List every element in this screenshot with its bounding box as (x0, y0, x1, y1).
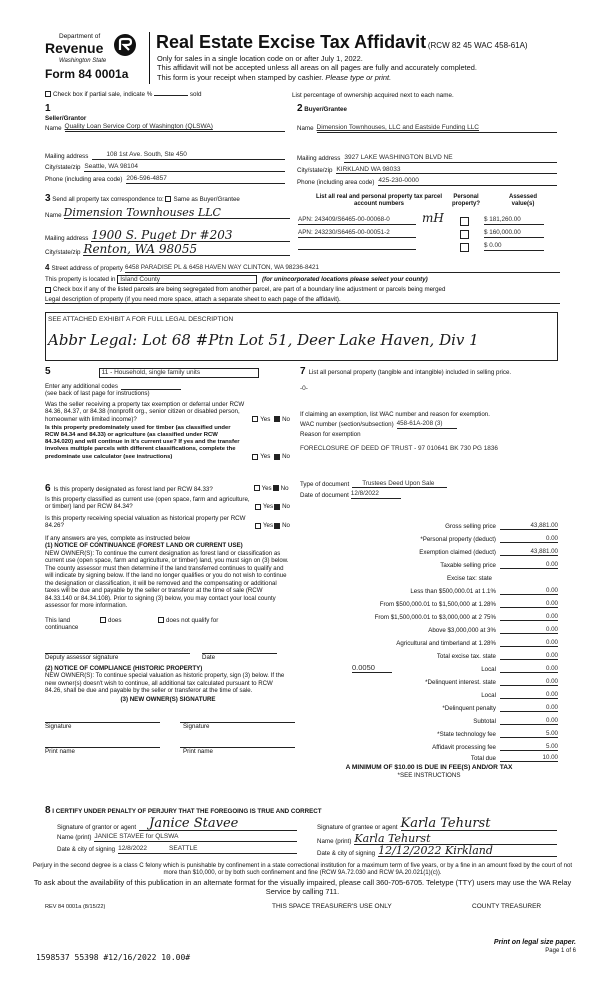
sig-label-1: Signature (45, 723, 72, 731)
doc-type-field[interactable]: Trustees Deed Upon Sale (352, 480, 447, 489)
tax-label: Total excise tax. state (436, 652, 496, 660)
partial-percent-field[interactable] (154, 95, 188, 96)
grantor-date-field[interactable] (118, 845, 297, 854)
partial-sale-checkbox[interactable] (45, 91, 51, 97)
grantee-date-field[interactable]: 12/12/2022 Kirkland (378, 845, 557, 857)
tax-label: Total due (470, 754, 496, 762)
sig-label-2: Signature (183, 723, 210, 731)
parcel-row (298, 227, 558, 240)
continuance-label: continuance (45, 623, 79, 631)
s6-q1-no-label: No (280, 485, 289, 492)
tax-row (300, 712, 558, 725)
buyer-city-field[interactable]: KIRKLAND WA 98033 (336, 166, 557, 175)
s6-q1-no[interactable] (273, 485, 279, 491)
s5-q1-yes[interactable] (252, 416, 258, 422)
grantor-name-field[interactable]: JANICE STAVEE for QLSWA (94, 833, 297, 842)
partial-sale-label: Check box if partial sale, indicate % (53, 91, 153, 98)
personal-property-field[interactable]: -0- (300, 385, 308, 392)
tax-row (300, 569, 558, 582)
grantee-name-field[interactable]: Karla Tehurst (354, 833, 557, 845)
corr-section-number: 3 (45, 193, 51, 204)
tax-row (300, 673, 558, 686)
tax-label: Gross selling price (445, 522, 496, 530)
s6-q2: Is this property classified as current use (open space, farm and agriculture, or timber) land per RCW 84.34? (45, 496, 250, 511)
s6-q2-no-label: No (282, 503, 291, 511)
note-1: Only for sales in a single location code on or after July 1, 2022. (157, 54, 363, 63)
parcel-row (298, 211, 558, 227)
county-treasurer-label: COUNTY TREASURER (472, 903, 542, 910)
title-text: Real Estate Excise Tax Affidavit (156, 32, 427, 52)
tax-label: Subtotal (473, 717, 496, 725)
s6-answer-note: If any answers are yes, complete as instructed below (45, 534, 191, 542)
partial-sale-row (45, 91, 201, 99)
county-select[interactable]: Island County (117, 275, 257, 285)
tax-value[interactable]: 0.00 (500, 691, 558, 699)
same-as-buyer-checkbox[interactable] (165, 196, 171, 202)
section5-block (45, 366, 290, 461)
parcels-header-apn: List all real and personal property tax parcel account numbers (315, 194, 443, 208)
s5-q2-yes[interactable] (252, 454, 258, 460)
s6-h3: (3) NEW OWNER(S) SIGNATURE (120, 695, 216, 703)
form-title (156, 32, 528, 54)
seller-heading: Seller/Grantor (45, 115, 87, 122)
tax-label: Excise tax: state (446, 574, 492, 582)
buyer-city-label: City/state/zip (297, 166, 333, 174)
seller-phone-label: Phone (including area code) (45, 176, 123, 184)
tax-label: *State technology fee (437, 730, 496, 738)
doc-date-label: Date of document (300, 491, 349, 499)
tax-label: Exemption claimed (deduct) (419, 548, 496, 556)
does-label: does (108, 616, 122, 624)
buyer-section-number: 2 (297, 103, 303, 114)
s6-q2-no[interactable] (274, 504, 280, 510)
s8-number: 8 (45, 805, 51, 816)
tax-row (300, 543, 558, 556)
dor-logo-block (45, 33, 145, 83)
grantor-date-label: Date & city of signing (57, 846, 116, 854)
parcels-header-personal: Personal property? (451, 194, 480, 208)
tax-row (300, 608, 558, 621)
buyer-name-label: Name (297, 125, 314, 133)
tax-row (300, 660, 558, 673)
buyer-name-field[interactable]: Dimension Townhouses, LLC and Eastside Funding LLC (317, 124, 557, 133)
exemption-label: If claiming an exemption, list WAC number and reason for exemption. (300, 410, 490, 418)
s6-q3-no[interactable] (274, 523, 280, 529)
grantee-name-label: Name (print) (317, 837, 352, 845)
perjury-note: Perjury in the second degree is a class C felony which is punishable by confinement in a state correctional institution for a maximum term of five years, or by a fine in an amount fixed by the court of not more than $10,000, or by both such confinement and fine (RCW 9A.72.030 and RCW 9A.20.021(1)(c)). (32, 862, 573, 876)
new-owner-signature-2[interactable] (180, 715, 295, 723)
grantee-sig-label: Signature of grantee or agent (317, 823, 398, 831)
s5-q2-no-label: No (282, 453, 290, 461)
tax-label: From $1,500,000.01 to $3,000,000 at 2 75% (374, 613, 496, 621)
parcels-table (298, 194, 558, 253)
new-owner-print-2[interactable] (180, 740, 295, 748)
corr-city-field[interactable]: Renton, WA 98055 (83, 243, 290, 256)
corr-mail-field[interactable]: 1900 S. Puget Dr #203 (91, 229, 290, 242)
s5-q1-no[interactable] (274, 416, 280, 422)
seller-name-label: Name (45, 124, 62, 132)
use-code-select[interactable]: 11 - Household, single family units (99, 368, 259, 378)
s5-q1-yes-label: Yes (260, 415, 271, 423)
tax-label: Local (481, 665, 496, 673)
tax-value[interactable]: 43,881.00 (500, 548, 558, 556)
s6-q3-no-label: No (282, 522, 291, 530)
s5-q2-yes-label: Yes (260, 453, 271, 461)
property-addr-label: Street address of property (51, 265, 123, 273)
tax-value[interactable]: 0.00 (500, 665, 558, 673)
corr-name-label: Name (45, 211, 62, 219)
parcel-personal-checkbox[interactable] (460, 217, 469, 226)
tax-row (300, 686, 558, 699)
buyer-phone-label: Phone (including area code) (297, 178, 375, 186)
tax-label: *Personal property (deduct) (420, 535, 496, 543)
seller-city-label: City/state/zip (45, 164, 81, 172)
tax-label: Agricultural and timberland at 1.28% (396, 639, 496, 647)
tax-value[interactable]: 10.00 (500, 754, 558, 762)
tax-row (300, 634, 558, 647)
legal-handwritten: Abbr Legal: Lot 68 #Ptn Lot 51, Deer Lake Haven, Div 1 (48, 331, 479, 349)
additional-codes-label: Enter any additional codes (45, 383, 118, 390)
property-addr-field[interactable]: 6458 PARADISE PL & 6458 HAVEN WAY CLINTON, WA 98236-8421 (125, 264, 560, 273)
grantee-date-label: Date & city of signing (317, 849, 376, 857)
s6-h2: (2) NOTICE OF COMPLIANCE (HISTORIC PROPERTY) (45, 664, 203, 672)
local-rate-field[interactable]: 0.0050 (352, 663, 392, 673)
print-label-1: Print name (45, 747, 75, 755)
s6-q3: Is this property receiving special valuation as historical property per RCW 84.26? (45, 514, 246, 530)
s7-number: 7 (300, 366, 306, 377)
s5-q2: Is this property predominately used for timber (as classified under RCW 84.34 and 84.33) or agriculture (as classified under RCW 84.34.020) and will continue in it's current use? If yes and the transfer involves multiple parcels with different classifications, complete the predominate use calculator (see instructions) (45, 425, 240, 460)
same-as-buyer-label: Same as Buyer/Grantee (173, 196, 240, 203)
section8-block (45, 805, 560, 857)
tax-value[interactable]: 0.00 (500, 704, 558, 712)
parcel-row (298, 240, 558, 253)
s5-q1-no-label: No (282, 415, 290, 423)
buyer-heading: Buyer/Grantee (304, 106, 347, 113)
ownership-note: List percentage of ownership acquired next to each name. (292, 92, 454, 99)
header-notes (157, 54, 477, 82)
s5-number: 5 (45, 366, 51, 377)
print-legal-note: Print on legal size paper. (493, 939, 576, 946)
header-divider (149, 32, 150, 84)
tax-label: Affidavit processing fee (432, 743, 496, 751)
buyer-phone-field[interactable]: 425-230-0000 (378, 177, 557, 186)
alt-format-note: To ask about the availability of this publication in an alternate format for the visually impaired, please call 360-705-6705. Teletype (TTY) users may use the WA Relay Service by calling 711. (33, 878, 572, 896)
correspondence-block (45, 193, 290, 256)
segregate-checkbox[interactable] (45, 287, 51, 293)
county-label: This property is located in (45, 275, 116, 283)
tax-value[interactable]: 0.00 (500, 639, 558, 647)
wac-field[interactable]: 458-61A-208 (3) (397, 420, 457, 429)
parcel-apn[interactable]: APN: 243230/S6465-00-00051-2 (298, 229, 416, 238)
dept-line3: Washington State (59, 58, 107, 64)
property-section-number: 4 (45, 263, 50, 272)
note-3-text: This form is your receipt when stamped by cashier. (157, 72, 324, 82)
seller-block (45, 103, 285, 184)
treasurer-space-label: THIS SPACE TREASURER'S USE ONLY (272, 903, 392, 910)
revenue-logo-icon (113, 33, 137, 57)
legal-description-box[interactable] (45, 312, 558, 361)
parcel-personal-checkbox[interactable] (460, 230, 469, 239)
section6-block (45, 483, 295, 755)
title-ref: (RCW 82 45 WAC 458-61A) (427, 41, 528, 50)
corr-mail-label: Mailing address (45, 234, 89, 242)
corr-city-label: City/state/zip (45, 248, 81, 256)
tax-row (300, 751, 558, 762)
buyer-mail-label: Mailing address (297, 155, 341, 163)
parcel-apn[interactable]: APN: 243409/S6465-00-00068-0 (298, 216, 416, 225)
deputy-signature-label: Deputy assessor signature (45, 654, 119, 662)
section7-block (300, 366, 558, 499)
new-owner-print-1[interactable] (45, 740, 160, 748)
grantor-signature[interactable]: Janice Stavee (139, 817, 297, 831)
s6-q3-yes[interactable] (255, 523, 261, 529)
tax-value[interactable]: 0.00 (500, 535, 558, 543)
s6-q2-yes[interactable] (255, 504, 261, 510)
s5-q1: Was the seller receiving a property tax exemption or deferral under RCW 84.36, 84.37, or 84.38 (nonprofit org., senior citizen or disabled person, homeowner with limited income)? (45, 400, 245, 423)
additional-codes-note: (see back of last page for instructions) (45, 390, 150, 398)
tax-value[interactable]: 5.00 (500, 730, 558, 738)
s5-q2-no[interactable] (274, 454, 280, 460)
tax-row (300, 738, 558, 751)
tax-value[interactable]: 5.00 (500, 743, 558, 751)
seller-section-number: 1 (45, 103, 51, 114)
seller-city-field[interactable]: Seattle, WA 98104 (84, 163, 285, 172)
tax-label: *Delinquent interest. state (425, 678, 496, 686)
personal-property-label: List all personal property (tangible and intangible) included in selling price. (308, 369, 512, 376)
tax-row (300, 530, 558, 543)
tax-table (300, 517, 558, 779)
does-not-label: does not qualify for (166, 616, 219, 624)
recording-stamp: 1598537 55398 #12/16/2022 10.00# (36, 953, 191, 962)
s6-q2-yes-label: Yes (263, 503, 274, 511)
tax-row (300, 699, 558, 712)
tax-label: Taxable selling price (440, 561, 496, 569)
dept-line1: Department of (59, 33, 101, 40)
doc-date-field[interactable]: 12/8/2022 (351, 490, 401, 499)
s6-q3-yes-label: Yes (263, 522, 274, 530)
buyer-block (297, 103, 557, 186)
tax-label: Above $3,000,000 at 3% (428, 626, 496, 634)
segregate-label: Check box if any of the listed parcels are being segregated from another parcel, are part of a boundary line adjustment or parcels being merged (53, 286, 446, 294)
tax-row (300, 647, 558, 660)
doc-type-label: Type of document (300, 481, 350, 489)
reason-label: Reason for exemption (300, 430, 361, 438)
buyer-mail-field[interactable]: 3927 LAKE WASHINGTON BLVD NE (344, 154, 557, 163)
tax-label: Local (481, 691, 496, 699)
corr-heading: Send all property tax correspondence to: (52, 196, 164, 203)
s6-q1-yes[interactable] (254, 485, 260, 491)
tax-label: Less than $500,000.01 at 1.1% (410, 587, 496, 595)
certify-text: I CERTIFY UNDER PENALTY OF PERJURY THAT THE FOREGOING IS TRUE AND CORRECT (52, 808, 322, 815)
tax-row (300, 595, 558, 608)
s6-h1: (1) NOTICE OF CONTINUANCE (FOREST LAND OR CURRENT USE) (45, 542, 243, 550)
partial-sold-label: sold (189, 91, 202, 98)
s6-p1: NEW OWNER(S): To continue the current designation as forest land or classification as current use (open space, farm and agriculture, or timber) land, you must sign on (3) below. The county assessor must then determine if the land transferred continues to qualify and will indicate by signing below. If the land no longer qualifies or you do not wish to continue the designation or classification, it will be removed and the compensating or additional taxes will be due and payable by the seller or transferor at the time of sale (RCW 84.33.140 or 84.34.108). Prior to signing (3) below, you may contact your local county assessor for more information. (45, 549, 289, 610)
deputy-signature-field[interactable] (45, 646, 190, 654)
see-instructions: *SEE INSTRUCTIONS (397, 771, 461, 779)
page-number: Page 1 of 6 (545, 948, 576, 954)
legal-typed: SEE ATTACHED EXHIBIT A FOR FULL LEGAL DESCRIPTION (48, 316, 234, 323)
s6-number: 6 (45, 483, 51, 494)
tax-row (300, 517, 558, 530)
s6-q1-yes-label: Yes (261, 485, 272, 492)
does-checkbox[interactable] (100, 617, 106, 623)
parcel-value[interactable]: $ 181,260.00 (484, 216, 544, 225)
dept-line2: Revenue (45, 40, 104, 56)
land-label: This land (45, 616, 71, 624)
note-2: This affidavit will not be accepted unless all areas on all pages are fully and accurately completed. (157, 63, 477, 73)
tax-row (300, 725, 558, 738)
tax-value[interactable]: 0.00 (500, 561, 558, 569)
note-3-em: Please type or print. (325, 72, 392, 82)
seller-mail-field[interactable]: 108 1st Ave. South, Ste 450 (92, 151, 285, 160)
mobile-home-mark: mH (422, 211, 444, 225)
print-label-2: Print name (183, 747, 213, 755)
corr-name-field[interactable]: Dimension Townhouses LLC (64, 207, 290, 219)
seller-mail-label: Mailing address (45, 152, 89, 160)
note-3 (157, 73, 477, 82)
s6-p2: NEW OWNER(S): To continue special valuation as historic property, sign (3) below. If the new owner(s) doesn't wish to continue, all additional tax calculated pursuant to RCW 84.26, shall be due and payable by the seller or transferor at the time of sale. (45, 672, 285, 695)
minimum-fee-note: A MINIMUM OF $10.00 IS DUE IN FEE(S) AND/OR TAX (345, 764, 513, 771)
tax-value[interactable]: 0.00 (500, 652, 558, 660)
tax-row (300, 621, 558, 634)
deputy-date-field[interactable] (202, 646, 277, 654)
tax-row (300, 556, 558, 569)
deputy-date-label: Date (202, 654, 216, 662)
tax-value[interactable]: 0.00 (500, 587, 558, 595)
wac-label: WAC number (section/subsection) (300, 421, 394, 429)
tax-value[interactable]: 0.00 (500, 613, 558, 621)
grantor-sig-label: Signature of grantor or agent (57, 823, 137, 831)
grantor-date: 12/8/2022 (118, 845, 148, 852)
tax-value[interactable]: 0.00 (500, 600, 558, 608)
does-not-checkbox[interactable] (158, 617, 164, 623)
parcels-header-value: Assessed value(s) (508, 194, 538, 208)
seller-phone-field[interactable]: 206-596-4857 (126, 175, 285, 184)
form-number: Form 84 0001a (45, 67, 129, 81)
grantor-city: SEATTLE (169, 845, 198, 852)
legal-label: Legal description of property (if you need more space, attach a separate sheet to each page of the affidavit). (45, 296, 560, 304)
tax-value[interactable]: 0.00 (500, 717, 558, 725)
property-block (45, 263, 560, 304)
seller-name-field[interactable]: Quality Loan Service Corp of Washington (QLSWA) (65, 123, 285, 132)
grantee-signature[interactable]: Karla Tehurst (401, 817, 558, 831)
grantor-name-label: Name (print) (57, 834, 92, 842)
parcel-personal-checkbox[interactable] (460, 243, 469, 252)
tax-label: *Delinquent penalty (442, 704, 496, 712)
s6-q1: Is this property designated as forest land per RCW 84.33? (53, 486, 213, 493)
tax-value[interactable]: 43,881.00 (500, 522, 558, 530)
tax-value[interactable]: 0.00 (500, 626, 558, 634)
tax-label: From $500,000.01 to $1,500,000 at 1.28% (379, 600, 496, 608)
parcel-value[interactable]: $ 0.00 (484, 242, 544, 251)
parcel-apn[interactable] (298, 242, 416, 250)
new-owner-signature-1[interactable] (45, 715, 160, 723)
tax-row (300, 582, 558, 595)
rev-label: REV 84 0001a (8/15/22) (45, 904, 106, 910)
tax-value[interactable]: 0.00 (500, 678, 558, 686)
county-note: (for unincorporated locations please select your county) (261, 275, 428, 283)
parcel-value[interactable]: $ 160,000.00 (484, 229, 544, 238)
reason-field[interactable]: FORECLOSURE OF DEED OF TRUST - 97 010641 BK 730 PG 1836 (300, 445, 498, 453)
